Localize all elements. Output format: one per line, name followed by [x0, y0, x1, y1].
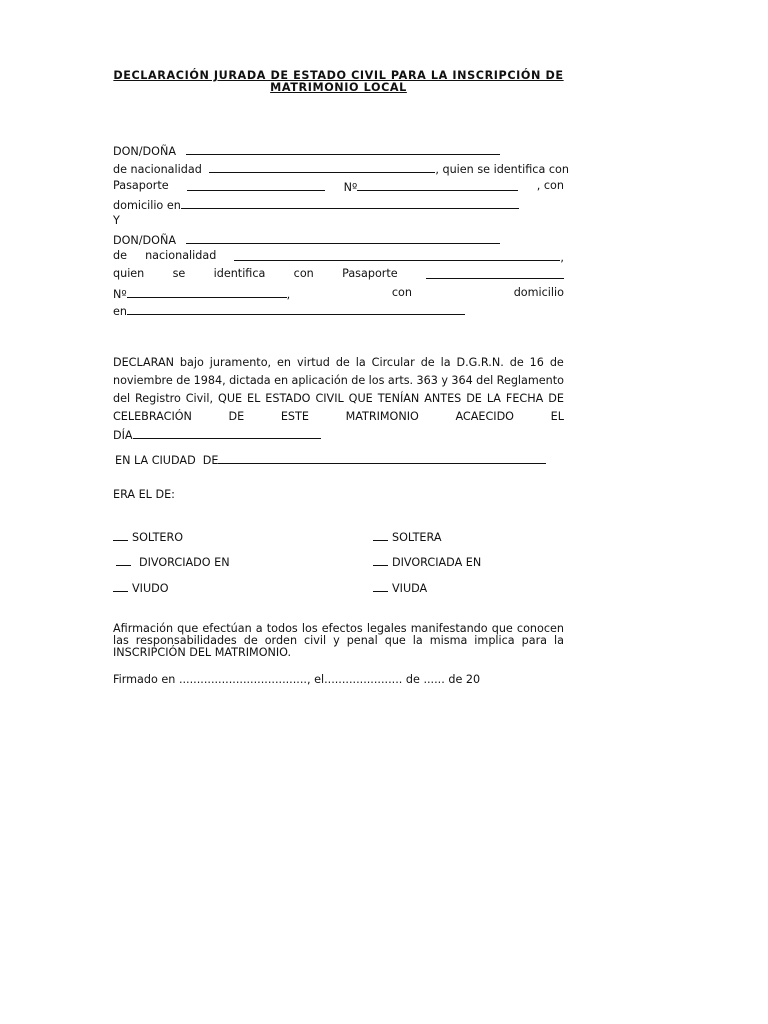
domicilio-field-2[interactable]	[127, 303, 465, 315]
declaration-word: virtud	[296, 356, 330, 369]
declaration-word: en	[277, 356, 292, 369]
identifica-line-2	[113, 267, 564, 282]
declaration-word: de	[351, 374, 366, 387]
option-viudo[interactable]	[113, 580, 169, 596]
con-label-2: con	[293, 267, 314, 280]
declaration-word: TENÍAN	[377, 392, 420, 405]
de-label-2: de	[113, 249, 127, 262]
nacionalidad-line-1	[113, 161, 569, 176]
nacionalidad-label-2: nacionalidad	[145, 249, 217, 262]
option-divorciado[interactable]	[116, 554, 230, 570]
declaration-line-2	[113, 374, 564, 389]
de-20-label: de 20	[448, 673, 481, 686]
ciudad-field[interactable]	[218, 452, 546, 464]
pasaporte-field-2[interactable]	[426, 267, 564, 279]
firmado-place-dots[interactable]: ....................................	[178, 673, 307, 686]
domicilio-label-2: domicilio	[513, 286, 564, 299]
declaration-word: la	[355, 356, 366, 369]
declaration-word: ESTE	[280, 410, 309, 423]
numero-line-2	[113, 286, 564, 301]
y-label: Y	[113, 214, 120, 227]
declaration-word: los	[368, 374, 385, 387]
don-dona-label-2: DON/DOÑA	[113, 234, 177, 247]
numero-label: Nº	[343, 181, 358, 194]
declaration-word: de	[176, 374, 191, 387]
identifica-label-2: identifica	[213, 267, 266, 280]
nacionalidad-line-2	[113, 249, 564, 264]
declaration-word: QUE	[348, 392, 373, 405]
declaration-word: juramento,	[209, 356, 272, 369]
pasaporte-label: Pasaporte	[113, 179, 169, 192]
era-el-de-label: ERA EL DE:	[113, 488, 175, 501]
declaration-word: DECLARAN	[113, 356, 174, 369]
declaration-word: la	[440, 356, 451, 369]
afirmacion-paragraph: Afirmación que efectúan a todos los efectos legales manifestando que conocen las responsabilidades de orden civil y penal que la misma implica para la INSCRIPCIÓN DEL MATRIMONIO.	[113, 622, 564, 659]
option-viuda[interactable]	[373, 580, 427, 596]
declaration-word: EL	[550, 410, 564, 423]
declaration-word: noviembre	[113, 374, 173, 387]
comma-label-2: ,	[286, 288, 291, 301]
con-label-3: con	[391, 286, 412, 299]
declaration-line-1	[113, 356, 564, 371]
identifica-label: , quien se identifica con	[435, 163, 569, 176]
domicilio-line-2	[113, 303, 564, 318]
firmado-line	[113, 673, 480, 686]
title-line-1: DECLARACIÓN JURADA DE ESTADO CIVIL PARA LA INSCRIPCIÓN DE	[113, 69, 564, 82]
declaration-word: ANTES	[424, 392, 462, 405]
declaration-word: de	[420, 356, 435, 369]
declaration-word: aplicación	[291, 374, 348, 387]
divorciada-checkbox[interactable]	[373, 554, 388, 566]
soltero-checkbox[interactable]	[113, 529, 128, 541]
declaration-word: DE	[548, 392, 564, 405]
declaration-word: y	[441, 374, 448, 387]
de-label-1: de	[405, 673, 420, 686]
declaration-word: 1984,	[193, 374, 226, 387]
declaration-word: MATRIMONIO	[345, 410, 419, 423]
se-label: se	[172, 267, 186, 280]
soltera-checkbox[interactable]	[373, 529, 388, 541]
firmado-day-dots[interactable]: ......................	[324, 673, 403, 686]
y-line	[113, 214, 564, 229]
dia-line	[113, 427, 564, 442]
declaration-word: 363	[416, 374, 438, 387]
divorciado-checkbox[interactable]	[116, 554, 131, 566]
declaration-word: CELEBRACIÓN	[113, 410, 192, 423]
declaration-word: QUE	[218, 392, 243, 405]
declaration-word: del	[476, 374, 494, 387]
pasaporte-line-1	[113, 179, 564, 194]
declaration-line-3	[113, 392, 564, 407]
ciudad-line	[115, 452, 575, 467]
declaration-word: 16	[529, 356, 544, 369]
numero-field-1[interactable]	[357, 179, 518, 191]
declaration-word: 364	[451, 374, 473, 387]
numero-label-2: Nº	[113, 288, 127, 301]
con-label: , con	[536, 179, 564, 192]
declaration-word: Civil,	[185, 392, 214, 405]
domicilio-line-1	[113, 197, 564, 212]
divorciado-label: DIVORCIADO EN	[139, 556, 230, 569]
declaration-word: DE	[466, 392, 482, 405]
firmado-month-dots[interactable]: ......	[423, 673, 445, 686]
declaration-word: DE	[228, 410, 245, 423]
soltero-label: SOLTERO	[132, 531, 184, 544]
declaration-word: LA	[486, 392, 501, 405]
declaration-word: ESTADO	[265, 392, 311, 405]
divorciada-label: DIVORCIADA EN	[392, 556, 482, 569]
declaration-word: EL	[247, 392, 261, 405]
document-title	[113, 70, 564, 94]
declaration-word: arts.	[387, 374, 414, 387]
pasaporte-label-2: Pasaporte	[342, 267, 398, 280]
don-dona-line-1	[113, 143, 564, 158]
nacionalidad-label: de nacionalidad	[113, 163, 202, 176]
name-field-1[interactable]	[186, 143, 500, 155]
name-field-2[interactable]	[186, 232, 500, 244]
declaration-word: en	[274, 374, 289, 387]
numero-field-2[interactable]	[127, 286, 287, 298]
declaration-word: bajo	[179, 356, 204, 369]
dia-label: DÍA	[113, 429, 133, 442]
declaration-word: de	[335, 356, 350, 369]
declaration-word: dictada	[229, 374, 271, 387]
declaration-word: Circular	[371, 356, 415, 369]
don-dona-label: DON/DOÑA	[113, 145, 177, 158]
nacionalidad-field-2[interactable]	[234, 249, 560, 261]
ciudad-label: EN LA CIUDAD DE	[115, 454, 219, 467]
pasaporte-field-1[interactable]	[187, 179, 325, 191]
viudo-label: VIUDO	[132, 582, 169, 595]
declaration-word: FECHA	[505, 392, 544, 405]
firmado-label: Firmado en	[113, 673, 176, 686]
declaration-word: ACAECIDO	[455, 410, 514, 423]
viuda-checkbox[interactable]	[373, 580, 388, 592]
era-el-de-line	[113, 488, 564, 503]
declaration-word: de	[549, 356, 564, 369]
declaration-word: CIVIL	[315, 392, 344, 405]
option-soltera[interactable]	[373, 529, 441, 545]
declaration-word: de	[509, 356, 524, 369]
domicilio-label: domicilio en	[113, 199, 181, 212]
declaration-word: D.G.R.N.	[456, 356, 504, 369]
declaration-word: Registro	[135, 392, 181, 405]
don-dona-line-2	[113, 232, 564, 247]
declaration-line-4	[113, 410, 564, 425]
quien-label: quien	[113, 267, 145, 280]
viudo-checkbox[interactable]	[113, 580, 128, 592]
declaration-word: Reglamento	[496, 374, 564, 387]
declaration-word: del	[113, 392, 131, 405]
comma-label: ,	[560, 251, 564, 264]
domicilio-field-1[interactable]	[181, 197, 519, 209]
en-label: en	[113, 305, 127, 318]
dia-field[interactable]	[133, 427, 321, 439]
viuda-label: VIUDA	[392, 582, 428, 595]
el-label: , el	[306, 673, 325, 686]
title-line-2: MATRIMONIO LOCAL	[270, 81, 407, 94]
option-divorciada[interactable]	[373, 554, 481, 570]
option-soltero[interactable]	[113, 529, 183, 545]
soltera-label: SOLTERA	[392, 531, 442, 544]
nacionalidad-field-1[interactable]	[209, 161, 435, 173]
